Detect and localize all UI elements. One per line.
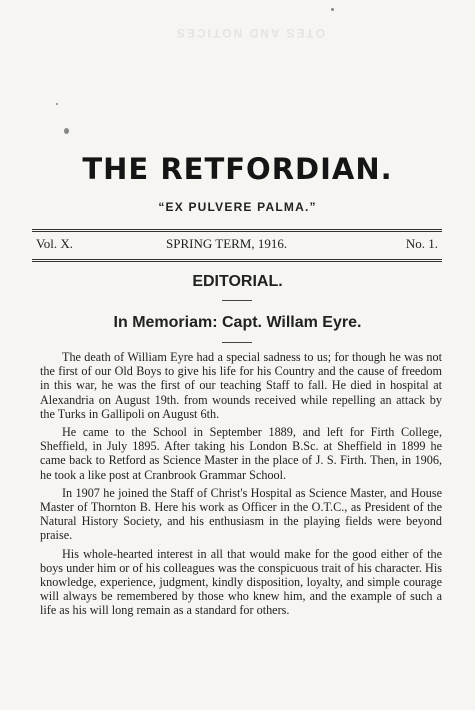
- speck: [64, 128, 69, 134]
- top-rule: [32, 229, 442, 230]
- article-paragraph: His whole-hearted interest in all that would make for the good either of the boys under him or of his colleagues was the conspicuous trait of his character. His knowledge, experience, judgment, kindly disposition, loyalty, and simple courage will always be remembered by those who knew him, and the example of such a life as his will long remain as a standard for others.: [40, 546, 442, 618]
- article-body: [40, 350, 442, 622]
- speck: [331, 8, 334, 11]
- speck: [56, 103, 58, 105]
- issue-term: SPRING TERM, 1916.: [166, 236, 288, 251]
- masthead-motto: “EX PULVERE PALMA.”: [158, 200, 317, 214]
- article-heading: In Memoriam: Capt. Willam Eyre.: [113, 314, 362, 331]
- top-rule-inner: [32, 231, 442, 232]
- bleed-through-text: OTES AND NOTICES: [174, 26, 326, 40]
- title-rule: [222, 300, 252, 301]
- issue-number: No. 1.: [405, 236, 438, 251]
- bottom-rule: [32, 259, 442, 260]
- heading-rule: [222, 342, 252, 343]
- bottom-rule-inner: [32, 261, 442, 262]
- section-title: EDITORIAL.: [192, 273, 283, 290]
- article-paragraph: In 1907 he joined the Staff of Christ's Hospital as Science Master, and House Master of Thornton B. Here his work as Officer in the O.T.C., as President of the Natural History Society, and his enthusiasm in the playing fields were beyond praise.: [40, 485, 442, 543]
- masthead-title: THE RETFORDIAN.: [82, 152, 393, 186]
- article-paragraph: He came to the School in September 1889, and left for Firth College, Sheffield, in July 1895. After taking his London B.Sc. at Sheffield in 1899 he came back to Retford as Science Master in the place of J. S. Firth. Then, in 1906, he took a like post at Cranbrook Grammar School.: [40, 425, 442, 482]
- issue-volume: Vol. X.: [36, 236, 73, 251]
- article-paragraph: The death of William Eyre had a special sadness to us; for though he was not the first of our Old Boys to give his life for his Country and the cause of freedom in this war, he was the first of our teaching Staff to fall. He died in hospital at Alexandria on August 19th. from wounds received while repelling an attack by the Turks in Gallipoli on August 6th.: [40, 350, 442, 421]
